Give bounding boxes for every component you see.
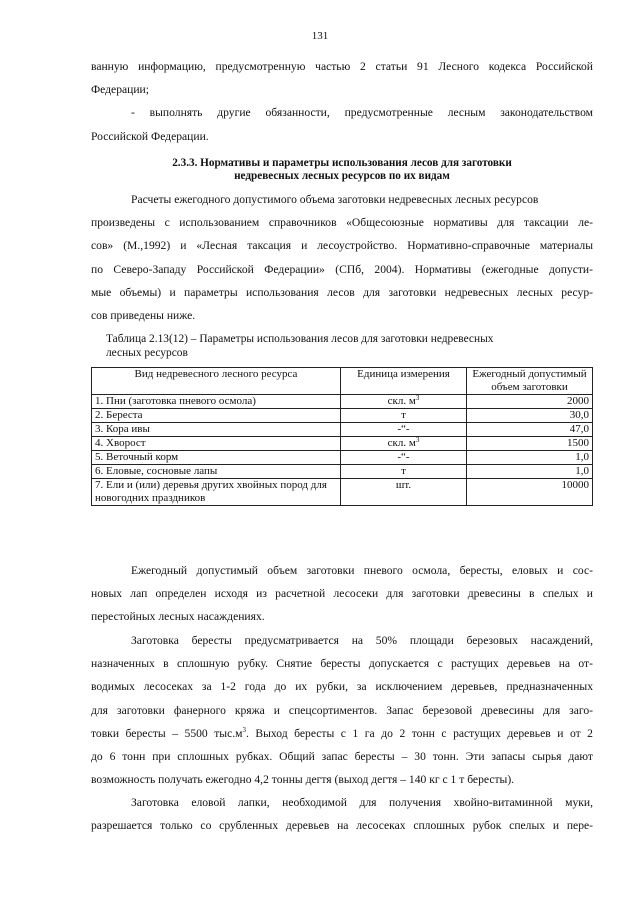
cell-resource: 7. Ели и (или) деревья других хвойных пород для новогодних праздников [92, 479, 341, 506]
volume-superscript: 3 [242, 725, 246, 734]
cell-resource: 4. Хворост [92, 437, 341, 451]
cell-unit: т [340, 409, 466, 423]
text-line: по Северо-Западу Российской Федерации» (СПб, 2004). Нормативы (ежегодные допусти- [91, 262, 593, 276]
text-line: водимых лесосеках за 1-2 года до их рубки, за исключением деревьев, предназначенных [91, 680, 593, 694]
cell-unit: -“- [340, 451, 466, 465]
cell-unit: т [340, 465, 466, 479]
text-line: Заготовка еловой лапки, необходимой для получения хвойно-витаминной муки, [131, 796, 593, 809]
cell-unit: шт. [340, 479, 466, 506]
heading-line: 2.3.3. Нормативы и параметры использования лесов для заготовки [172, 157, 512, 169]
header-volume: Ежегодный допустимый объем заготовки [466, 368, 592, 395]
top-paragraph [91, 55, 593, 148]
text-line: сов» (М.,1992) и «Лесная таксация и лесоустройство. Нормативно-справочные материалы [91, 239, 593, 253]
table-row [92, 465, 593, 479]
intro-paragraph [91, 188, 593, 327]
table-row [92, 395, 593, 409]
table-row [92, 479, 593, 506]
cell-unit: скл. $м^3$ [340, 395, 466, 409]
cell-volume: 30,0 [466, 409, 592, 423]
text-line: Расчеты ежегодного допустимого объема заготовки недревесных лесных ресурсов [131, 193, 539, 206]
cell-resource: 5. Веточный корм [92, 451, 341, 465]
cell-resource: 2. Береста [92, 409, 341, 423]
cell-volume: 47,0 [466, 423, 592, 437]
table-caption [106, 332, 586, 360]
page-number: 131 [311, 30, 329, 42]
text-line: произведены с использованием справочников «Общесоюзные нормативы для таксации ле- [91, 216, 593, 230]
table-row [92, 409, 593, 423]
table-row [92, 451, 593, 465]
text-line: возможность получать ежегодно 4,2 тонны дегтя (выход дегтя – 140 кг с 1 т бересты). [91, 773, 515, 787]
text-line: Ежегодный допустимый объем заготовки пневого осмола, бересты, еловых и сос- [131, 564, 593, 577]
text-line: Федерации; [91, 83, 149, 97]
heading-line: недревесных лесных ресурсов по их видам [234, 170, 450, 182]
table-header-row [92, 368, 593, 395]
cell-volume: 1,0 [466, 451, 592, 465]
text-line: сов приведены ниже. [91, 308, 196, 322]
cell-resource: 3. Кора ивы [92, 423, 341, 437]
cell-unit: скл. $м^3$ [340, 437, 466, 451]
text-line: перестойных лесных насаждениях. [91, 610, 265, 624]
cell-volume: 1,0 [466, 465, 592, 479]
cell-volume: 2000 [466, 395, 592, 409]
cell-volume: 1500 [466, 437, 592, 451]
text-line: мые объемы) и параметры использования лесов для заготовки недревесных лесных ресур- [91, 285, 593, 299]
text-line: разрешается только со срубленных деревьев на лесосеках сплошных рубок спелых и пере- [91, 819, 593, 833]
text-line: до 6 тонн при сплошных рубках. Общий запас бересты – 30 тонн. Эти запасы сырья дают [91, 749, 593, 763]
caption-line: Таблица 2.13(12) – Параметры использования лесов для заготовки недревесных [106, 333, 494, 345]
section-heading [91, 157, 593, 183]
text-line: товки бересты – 5500 $тыс.м^3$. Выход бересты с 1 га до 2 тонн с растущих деревьев и от 2 [91, 725, 593, 740]
text-line: новых лап определен исходя из расчетной лесосеки для заготовки древесины в спелых и [91, 587, 593, 601]
unit-superscript: 3 [415, 394, 420, 402]
text-line: - выполнять другие обязанности, предусмотренные лесным законодательством [131, 106, 593, 120]
text-line: для заготовки фанерного кряжа и спецсортиментов. Запас березовой древесины для заго- [91, 703, 593, 717]
header-unit: Единица измерения [340, 368, 466, 395]
table-row [92, 437, 593, 451]
cell-resource: 6. Еловые, сосновые лапы [92, 465, 341, 479]
caption-line: лесных ресурсов [106, 347, 188, 359]
table-row [92, 423, 593, 437]
bark-paragraph [91, 629, 593, 791]
spruce-paragraph [91, 791, 593, 837]
text-line: Российской Федерации. [91, 129, 209, 143]
header-resource: Вид недревесного лесного ресурса [92, 368, 341, 395]
after-table-paragraph [91, 559, 593, 629]
cell-volume: 10000 [466, 479, 592, 506]
text-line: Заготовка бересты предусматривается на 50% площади березовых насаждений, [131, 634, 593, 647]
text-line: ванную информацию, предусмотренную частью 2 статьи 91 Лесного кодекса Российской [91, 60, 593, 73]
cell-unit: -“- [340, 423, 466, 437]
cell-resource: 1. Пни (заготовка пневого осмола) [92, 395, 341, 409]
resources-table [91, 367, 593, 506]
text-line: назначенных в сплошную рубку. Снятие бересты допускается с растущих деревьев на от- [91, 657, 593, 671]
unit-superscript: 3 [415, 436, 420, 444]
